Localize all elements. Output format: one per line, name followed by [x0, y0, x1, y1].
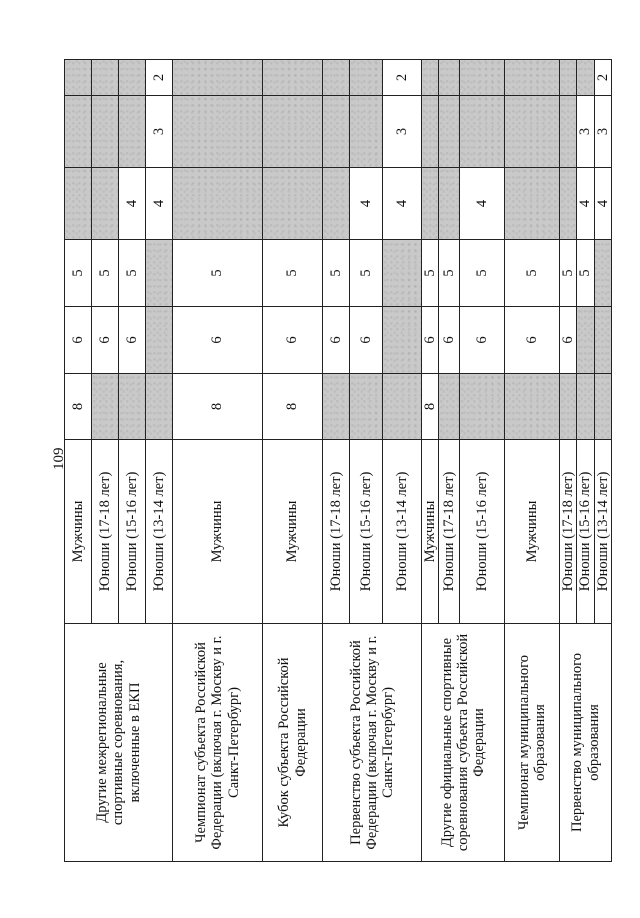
competition-name: Другие официальные спортивные соревнования субъекта Российской Федерации: [422, 624, 505, 862]
group-label: Мужчины: [505, 440, 560, 624]
value-cell: 4: [146, 168, 173, 240]
value-cell: [460, 60, 505, 96]
value-cell: [577, 307, 594, 374]
group-label: Юноши (15-16 лет): [350, 440, 383, 624]
value-cell: 5: [92, 240, 119, 307]
table-row: [422, 60, 439, 862]
value-cell: 5: [460, 240, 505, 307]
value-cell: [350, 374, 383, 440]
group-label: Юноши (15-16 лет): [460, 440, 505, 624]
value-cell: [350, 60, 383, 96]
group-label: Юноши (17-18 лет): [560, 440, 577, 624]
value-cell: [439, 168, 460, 240]
ranking-table: [64, 59, 612, 862]
table-row: [323, 60, 350, 862]
competition-name: Первенство муниципального образования: [560, 624, 612, 862]
value-cell: 5: [560, 240, 577, 307]
value-cell: [505, 168, 560, 240]
value-cell: 4: [577, 168, 594, 240]
value-cell: [119, 374, 146, 440]
table-row: [65, 60, 92, 862]
value-cell: 6: [263, 307, 323, 374]
value-cell: [422, 60, 439, 96]
value-cell: [263, 60, 323, 96]
value-cell: [383, 307, 422, 374]
value-cell: 5: [439, 240, 460, 307]
table-row: [560, 60, 577, 862]
value-cell: 2: [146, 60, 173, 96]
value-cell: [422, 96, 439, 168]
value-cell: [439, 374, 460, 440]
value-cell: [505, 60, 560, 96]
value-cell: [460, 374, 505, 440]
page-number: 109: [51, 447, 67, 470]
value-cell: [594, 240, 611, 307]
value-cell: 5: [505, 240, 560, 307]
value-cell: 4: [594, 168, 611, 240]
value-cell: [594, 307, 611, 374]
value-cell: [560, 96, 577, 168]
value-cell: [65, 96, 92, 168]
value-cell: [560, 168, 577, 240]
group-label: Юноши (13-14 лет): [146, 440, 173, 624]
value-cell: [505, 374, 560, 440]
group-label: Юноши (15-16 лет): [119, 440, 146, 624]
value-cell: [92, 168, 119, 240]
value-cell: 5: [422, 240, 439, 307]
value-cell: [323, 96, 350, 168]
value-cell: 8: [65, 374, 92, 440]
value-cell: 5: [65, 240, 92, 307]
competition-name: Кубок субъекта Российской Федерации: [263, 624, 323, 862]
value-cell: [119, 60, 146, 96]
value-cell: 5: [577, 240, 594, 307]
value-cell: 3: [577, 96, 594, 168]
table-row: [505, 60, 560, 862]
value-cell: 6: [173, 307, 263, 374]
value-cell: [173, 96, 263, 168]
value-cell: [173, 60, 263, 96]
value-cell: [263, 168, 323, 240]
group-label: Мужчины: [65, 440, 92, 624]
value-cell: 6: [65, 307, 92, 374]
value-cell: 6: [505, 307, 560, 374]
value-cell: [323, 168, 350, 240]
group-label: Юноши (17-18 лет): [439, 440, 460, 624]
value-cell: 8: [263, 374, 323, 440]
value-cell: [560, 60, 577, 96]
value-cell: [119, 96, 146, 168]
group-label: Юноши (13-14 лет): [594, 440, 611, 624]
value-cell: [577, 374, 594, 440]
value-cell: [146, 307, 173, 374]
value-cell: 6: [439, 307, 460, 374]
table-row: [263, 60, 323, 862]
value-cell: 2: [383, 60, 422, 96]
value-cell: [505, 96, 560, 168]
value-cell: 5: [173, 240, 263, 307]
competition-name: Чемпионат муниципального образования: [505, 624, 560, 862]
value-cell: 6: [323, 307, 350, 374]
value-cell: 6: [422, 307, 439, 374]
value-cell: 6: [560, 307, 577, 374]
value-cell: 4: [383, 168, 422, 240]
value-cell: [92, 60, 119, 96]
rotated-table-container: [64, 60, 611, 862]
group-label: Юноши (15-16 лет): [577, 440, 594, 624]
competition-name: Чемпионат субъекта Российской Федерации (включая г. Москву и г. Санкт-Петербург): [173, 624, 263, 862]
value-cell: [439, 60, 460, 96]
group-label: Юноши (13-14 лет): [383, 440, 422, 624]
group-label: Мужчины: [422, 440, 439, 624]
value-cell: [323, 60, 350, 96]
group-label: Юноши (17-18 лет): [323, 440, 350, 624]
value-cell: 6: [460, 307, 505, 374]
value-cell: 5: [350, 240, 383, 307]
value-cell: 3: [594, 96, 611, 168]
value-cell: 5: [323, 240, 350, 307]
value-cell: 5: [119, 240, 146, 307]
value-cell: [92, 96, 119, 168]
competition-name: Первенство субъекта Российской Федерации (включая г. Москву и г. Санкт-Петербург): [323, 624, 422, 862]
value-cell: 6: [92, 307, 119, 374]
value-cell: 4: [460, 168, 505, 240]
value-cell: [146, 374, 173, 440]
value-cell: 4: [119, 168, 146, 240]
value-cell: 8: [422, 374, 439, 440]
group-label: Мужчины: [263, 440, 323, 624]
value-cell: [350, 96, 383, 168]
value-cell: 3: [146, 96, 173, 168]
value-cell: [383, 240, 422, 307]
value-cell: [323, 374, 350, 440]
value-cell: [577, 60, 594, 96]
value-cell: [263, 96, 323, 168]
group-label: Мужчины: [173, 440, 263, 624]
value-cell: [65, 168, 92, 240]
value-cell: 2: [594, 60, 611, 96]
value-cell: [594, 374, 611, 440]
value-cell: 5: [263, 240, 323, 307]
value-cell: [439, 96, 460, 168]
value-cell: [92, 374, 119, 440]
value-cell: [65, 60, 92, 96]
value-cell: 8: [173, 374, 263, 440]
value-cell: 4: [350, 168, 383, 240]
group-label: Юноши (17-18 лет): [92, 440, 119, 624]
value-cell: [422, 168, 439, 240]
competition-name: Другие межрегиональные спортивные соревнования, включенные в ЕКП: [65, 624, 173, 862]
value-cell: 3: [383, 96, 422, 168]
value-cell: [146, 240, 173, 307]
value-cell: [560, 374, 577, 440]
table-row: [173, 60, 263, 862]
value-cell: [383, 374, 422, 440]
value-cell: [173, 168, 263, 240]
value-cell: 6: [119, 307, 146, 374]
value-cell: [460, 96, 505, 168]
value-cell: 6: [350, 307, 383, 374]
